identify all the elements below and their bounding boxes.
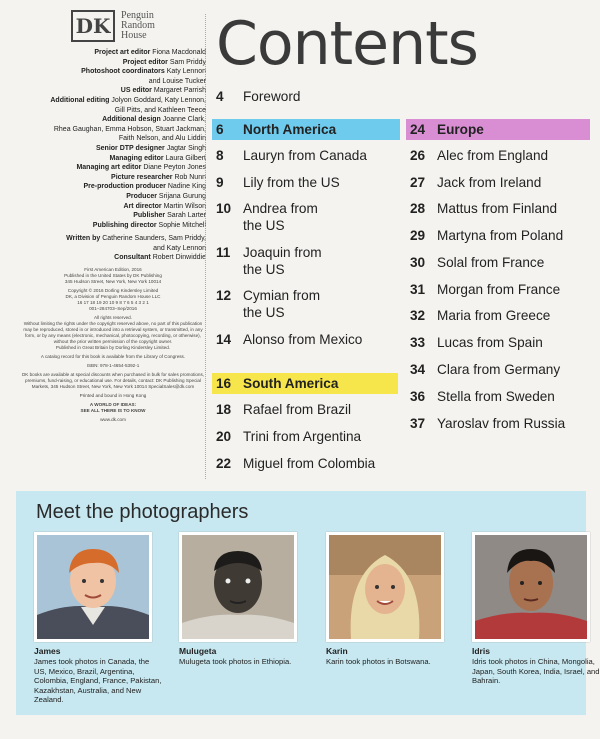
toc-entry[interactable]: 18 Rafael from Brazil (216, 402, 352, 417)
credit-line: Publishing director Sophie Mitchell (92, 221, 206, 229)
copyright-notice: First American Edition, 2016 Published in the United States by DK Publishing 345 Hudson Street, New York, New York 10014 Copyright © 2016 Dorling Kindersley Limited DK, a Division of Penguin Random House LLC 16 17 18 19 20 10 9 8 7 6 5 4 3 2 1 001–284703–Sep/2016 All rights reserved. Without limiting the rights under the copyright reserved above, no part of this publication may be reproduced, stored in or introduced into a retrieval system, or transmitted, in any form, or by any means (electronic, mechanical, photocopying, recording, or otherwise), without the prior written permission of the copyright owner. Published in Great Britain by Dorling Kindersley Limited. A catalog record for this book is available from the Library of Congress. ISBN: 978-1-4654-5392-1 DK books are available at special discounts when purchased in bulk for sales promotions, premiums, fund-raising, or educational use. For details, contact: DK Publishing Special Markets, 345 Hudson Street, New York, New York 10014 SpecialSales@dk.com Printed and bound in Hong Kong A WORLD OF IDEAS: SEE ALL THERE IS TO KNOW www.dk.com (21, 267, 205, 423)
portrait-image (475, 535, 587, 639)
toc-entry-foreword[interactable]: 4 Foreword (216, 89, 301, 104)
page-title: Contents (216, 9, 478, 79)
toc-entry[interactable]: 9 Lily from the US (216, 175, 340, 190)
credit-line: Photoshoot coordinators Katy Lennon (81, 68, 206, 76)
toc-entry[interactable]: 12 Cymian from the US (216, 288, 321, 320)
toc-entry[interactable]: 31 Morgan from France (410, 282, 561, 297)
portrait-image (329, 535, 441, 639)
toc-entry[interactable]: 33 Lucas from Spain (410, 335, 543, 350)
credits-column (20, 10, 206, 426)
credit-line: Producer Srijana Gurung (126, 192, 206, 200)
toc-entry[interactable]: 26 Alec from England (410, 148, 549, 163)
credit-list (20, 48, 206, 230)
photographer-card-james (34, 532, 162, 705)
photographer-photo (326, 532, 444, 642)
credit-line: Written by Catherine Saunders, Sam Priddy, (66, 235, 206, 243)
credit-line: Senior DTP designer Jagtar Singh (96, 144, 206, 152)
toc-entry[interactable]: 22 Miguel from Colombia (216, 456, 376, 471)
dk-logo: DK (71, 10, 115, 42)
credit-line: Project editor Sam Priddy (122, 58, 206, 66)
toc-entry[interactable]: 36 Stella from Sweden (410, 389, 555, 404)
toc-entry[interactable]: 29 Martyna from Poland (410, 228, 564, 243)
portrait-image (37, 535, 149, 639)
credit-line: Managing editor Laura Gilbert (109, 154, 206, 162)
photographer-description: James took photos in Canada, the US, Mexico, Brazil, Argentina, Colombia, England, France, Pakistan, Kazakhstan, Australia, and New Zealand. (34, 657, 162, 705)
credit-line: and Louise Tucker (148, 77, 206, 85)
credit-line: Picture researcher Rob Nunn (111, 173, 206, 181)
credit-line: Additional editing Jolyon Goddard, Katy Lennon, (50, 96, 206, 104)
toc-entry[interactable]: 34 Clara from Germany (410, 362, 561, 377)
credit-line: Pre-production producer Nadine King (83, 183, 206, 191)
writer-credits (20, 234, 206, 263)
photographer-photo (34, 532, 152, 642)
credit-line: Consultant Robert Dinwiddie (114, 254, 206, 262)
toc-entry[interactable]: 10 Andrea from the US (216, 201, 318, 233)
section-header-south-america[interactable]: 16 South America (212, 373, 398, 394)
photographer-description: Mulugeta took photos in Ethiopia. (179, 657, 292, 666)
photographer-photo (179, 532, 297, 642)
photographer-name: Karin (326, 646, 348, 656)
photographer-card-mulugeta (179, 532, 307, 667)
toc-entry[interactable]: 11 Joaquin from the US (216, 245, 322, 277)
credit-line: Project art editor Fiona Macdonald (94, 49, 206, 56)
credit-line: Managing art editor Diane Peyton Jones (76, 164, 206, 172)
photographers-panel (16, 491, 600, 715)
credit-line: Art director Martin Wilson (123, 202, 206, 210)
credit-line: Additional design Joanne Clark, (102, 116, 206, 124)
photographer-card-karin (326, 532, 454, 667)
column-divider (205, 14, 206, 479)
photographer-description: Karin took photos in Botswana. (326, 657, 431, 666)
section-header-europe[interactable]: 24 Europe (406, 119, 590, 140)
credit-line: Faith Nelson, and Alu Liddin (118, 135, 206, 143)
toc-entry[interactable]: 27 Jack from Ireland (410, 175, 542, 190)
photographer-photo (472, 532, 590, 642)
photographers-heading: Meet the photographers (36, 501, 249, 523)
credit-line: US editor Margaret Parrish (120, 87, 206, 95)
toc-entry[interactable]: 8 Lauryn from Canada (216, 148, 367, 163)
photographer-name: Mulugeta (179, 646, 217, 656)
toc-entry[interactable]: 37 Yaroslav from Russia (410, 416, 566, 431)
credit-line: Publisher Sarah Larter (133, 212, 206, 220)
publisher-logos (20, 10, 206, 42)
photographer-name: Idris (472, 646, 490, 656)
portrait-image (182, 535, 294, 639)
credit-line: and Katy Lennon (153, 244, 206, 252)
credit-line: Rhea Gaughan, Emma Hobson, Stuart Jackman, (53, 125, 206, 133)
photographer-card-idris (472, 532, 600, 686)
photographer-description: Idris took photos in China, Mongolia, Japan, South Korea, India, Israel, and Bahrain. (472, 657, 600, 686)
penguin-random-house-logo: Penguin Random House (121, 10, 155, 41)
toc-entry[interactable]: 20 Trini from Argentina (216, 429, 362, 444)
section-header-north-america[interactable]: 6 North America (212, 119, 400, 140)
photographer-name: James (34, 646, 61, 656)
toc-entry[interactable]: 28 Mattus from Finland (410, 201, 558, 216)
credit-line: Gill Pitts, and Kathleen Teece (114, 106, 206, 114)
toc-entry[interactable]: 32 Maria from Greece (410, 308, 551, 323)
toc-entry[interactable]: 30 Solal from France (410, 255, 545, 270)
toc-entry[interactable]: 14 Alonso from Mexico (216, 332, 363, 347)
